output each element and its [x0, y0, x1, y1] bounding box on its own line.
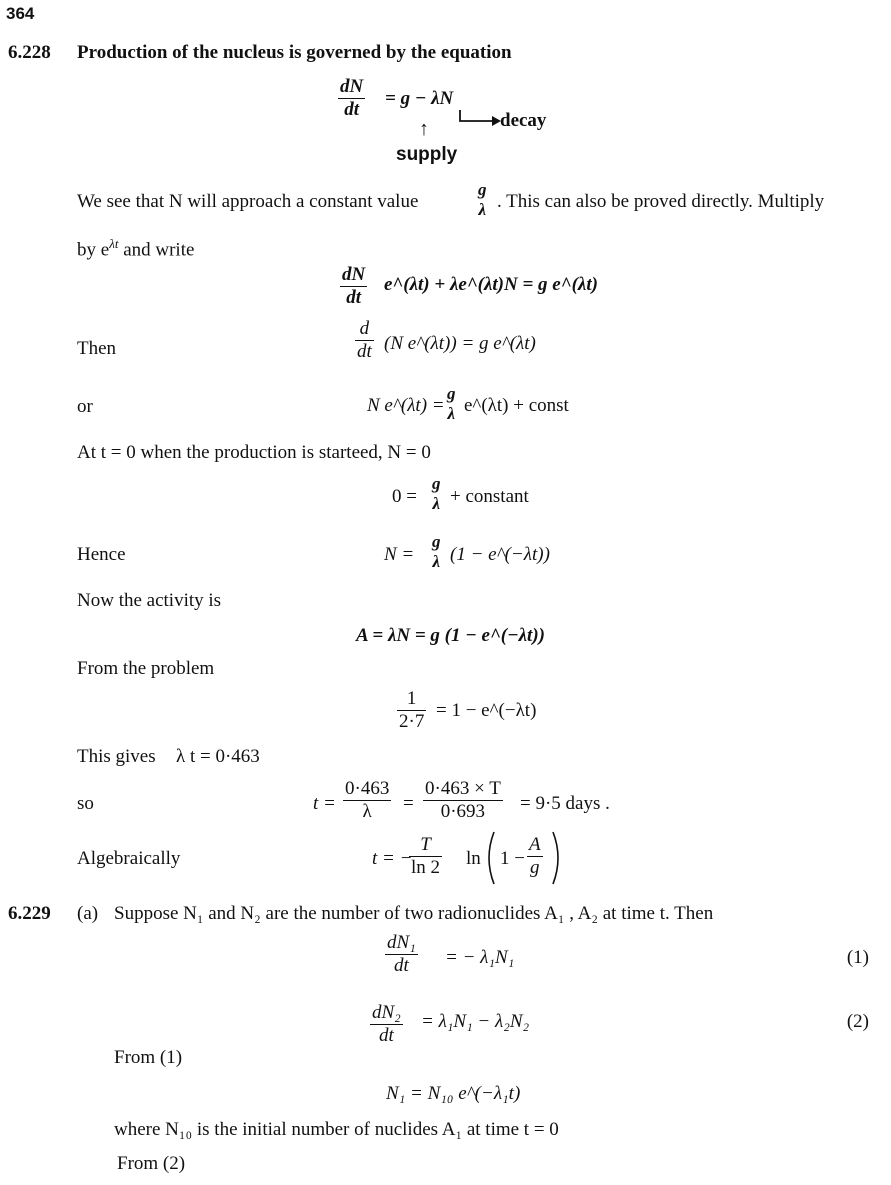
- supply-label: supply: [396, 144, 458, 165]
- eq-main-rhs: = g − λN: [385, 88, 454, 109]
- algebraically-label: Algebraically: [77, 848, 181, 869]
- eq2-num: d: [359, 318, 370, 339]
- eq229-2-tag: (2): [846, 1011, 869, 1032]
- eq3-lhs: N e^(λt) =: [367, 395, 445, 416]
- const-num: g: [478, 180, 487, 199]
- page-number: 364: [6, 4, 35, 23]
- eq229-1-rhs: = − λ₁N₁: [445, 947, 515, 968]
- hence-label: Hence: [77, 544, 126, 565]
- eq5-fraction: [430, 532, 443, 572]
- eq2-den: dt: [357, 341, 372, 362]
- eq8-rhs: = 9·5 days .: [520, 793, 610, 814]
- eq4-fraction: [430, 474, 443, 514]
- where-text: where N₁₀ is the initial number of nuclides A₁ at time t = 0: [114, 1119, 559, 1140]
- eq4-lhs: 0 =: [392, 486, 417, 507]
- gives-text: This gives: [77, 746, 156, 767]
- problem-229-number: 6.229: [8, 903, 51, 924]
- eq-main-fraction: [338, 76, 365, 121]
- eq229-3: N₁ = N₁₀ e^(−λ₁t): [386, 1083, 521, 1104]
- eq229-2-den: dt: [370, 1024, 403, 1047]
- eq9-inner-fraction: [527, 834, 543, 879]
- eq229-1-fraction: [385, 932, 418, 977]
- or-label: or: [77, 396, 93, 417]
- eq8-den1: λ: [343, 800, 391, 823]
- eq8-equals: =: [403, 793, 414, 814]
- eq229-1-num: dN₁: [387, 932, 416, 953]
- initial-condition-text: At t = 0 when the production is starteed, N = 0: [77, 442, 431, 463]
- const-fraction: [476, 180, 489, 220]
- eq229-1-tag: (1): [846, 947, 869, 968]
- eq9-inner-lhs: 1 −: [500, 848, 525, 869]
- eq229-2-rhs: = λ₁N₁ − λ₂N₂: [421, 1011, 530, 1032]
- then-label: Then: [77, 338, 117, 359]
- eq5-num: g: [432, 532, 441, 551]
- eq2-fraction: [355, 318, 374, 363]
- right-paren-icon: [550, 830, 564, 886]
- eq1-num: dN: [342, 264, 366, 285]
- multiply-text: [77, 236, 194, 261]
- eq5-lhs: N =: [384, 544, 415, 565]
- eq9-lhs: t = −: [372, 848, 413, 869]
- multiply-by: by e: [77, 239, 110, 261]
- eq4-num: g: [432, 474, 441, 493]
- eq9-fraction: [409, 834, 442, 879]
- eq229-1-den: dt: [385, 954, 418, 977]
- left-paren-icon: [483, 830, 497, 886]
- eq1-rhs: e^(λt) + λe^(λt)N = g e^(λt): [384, 274, 598, 295]
- eq7-num: 1: [406, 688, 417, 709]
- eq4-rhs: + constant: [450, 486, 529, 507]
- eq9-ln: ln: [466, 848, 481, 869]
- eq3-den: λ: [447, 404, 456, 423]
- eq3-fraction: [445, 384, 458, 424]
- const-den: λ: [478, 200, 487, 219]
- from-1-label: From (1): [114, 1047, 183, 1068]
- eq1-fraction: [340, 264, 367, 309]
- multiply-exponent: λt: [109, 236, 119, 251]
- eq7-rhs: = 1 − e^(−λt): [436, 700, 537, 721]
- gives-value: λ t = 0·463: [176, 746, 260, 767]
- eq2-rhs: (N e^(λt)) = g e^(λt): [384, 333, 536, 354]
- eq7-fraction: [397, 688, 426, 733]
- eq5-den: λ: [432, 552, 441, 571]
- eq1-den: dt: [340, 286, 367, 309]
- eq229-2-num: dN₂: [372, 1002, 401, 1023]
- eq229-2-fraction: [370, 1002, 403, 1047]
- eq-main-den: dt: [338, 98, 365, 121]
- so-label: so: [77, 793, 94, 814]
- eq5-rhs: (1 − e^(−λt)): [450, 544, 550, 565]
- eq3-rhs: e^(λt) + const: [464, 395, 569, 416]
- eq8-den2: 0·693: [423, 800, 503, 823]
- eq9-inner-den: g: [527, 856, 543, 879]
- eq9-den: ln 2: [411, 857, 441, 878]
- eq8-fraction-1: [343, 778, 391, 823]
- problem-229-intro: Suppose N₁ and N₂ are the number of two radionuclides A₁ , A₂ at time t. Then: [114, 903, 714, 924]
- problem-228-number: 6.228: [8, 42, 51, 63]
- eq9-inner-num: A: [529, 834, 541, 855]
- decay-arrow-icon: [456, 108, 504, 130]
- eq3-num: g: [447, 384, 456, 403]
- problem-229-part: (a): [77, 903, 99, 924]
- eq-main-num: dN: [340, 76, 364, 97]
- problem-228-intro: Production of the nucleus is governed by the equation: [77, 42, 512, 63]
- from-2-label: From (2): [117, 1153, 186, 1174]
- from-problem-text: From the problem: [77, 658, 215, 679]
- eq8-num1: 0·463: [345, 778, 390, 799]
- eq8-fraction-2: [423, 778, 503, 823]
- multiply-tail: and write: [118, 239, 195, 261]
- eq6: A = λN = g (1 − e^(−λt)): [356, 625, 545, 646]
- eq9-num: T: [420, 834, 431, 855]
- eq4-den: λ: [432, 494, 441, 513]
- eq7-den: 2·7: [399, 711, 425, 732]
- supply-arrow-icon: ↑: [419, 118, 429, 140]
- approach-text-2: . This can also be proved directly. Multiply: [497, 191, 825, 212]
- approach-text-1: We see that N will approach a constant value: [77, 191, 419, 212]
- eq8-num2: 0·463 × T: [425, 778, 501, 799]
- activity-text: Now the activity is: [77, 590, 222, 611]
- eq8-lhs: t =: [313, 793, 336, 814]
- decay-label: decay: [500, 110, 547, 131]
